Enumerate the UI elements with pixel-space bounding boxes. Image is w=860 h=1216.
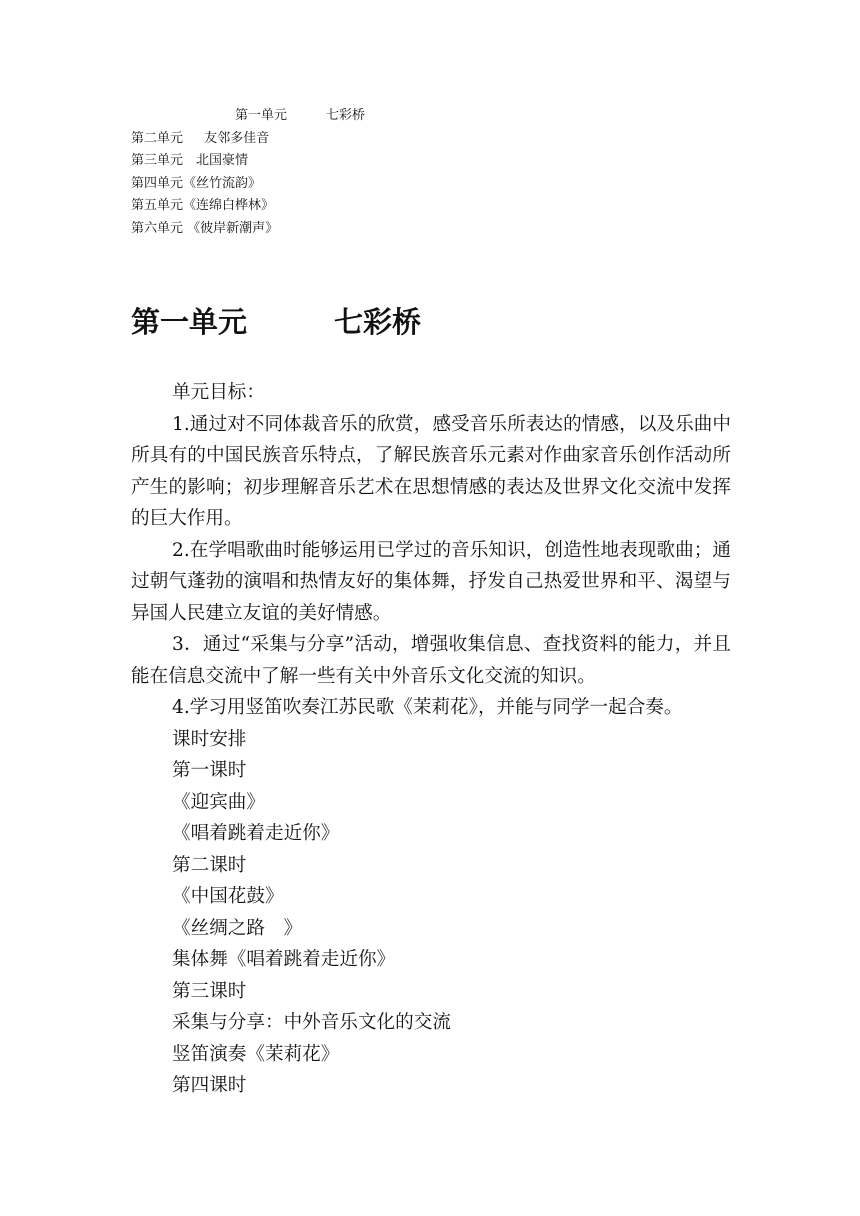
goal-paragraph: 4.学习用竖笛吹奏江苏民歌《茉莉花》，并能与同学一起合奏。 (172, 697, 683, 718)
toc-item: 第五单元《连绵白桦林》 (131, 198, 275, 213)
toc-item: 第六单元 《彼岸新潮声》 (131, 220, 279, 236)
goal-label: 单元目标： (172, 382, 265, 403)
table-of-contents (131, 105, 531, 240)
toc-item: 第四单元《丝竹流韵》 (131, 175, 262, 191)
lesson-item: 《丝绸之路 》 (172, 917, 303, 939)
toc-item: 第三单元 北国豪情 (131, 153, 249, 168)
lesson-item: 集体舞《唱着跳着走近你》 (172, 949, 396, 970)
toc-item: 第一单元 七彩桥 (235, 108, 366, 123)
toc-item: 第二单元 友邻多佳音 (131, 130, 270, 146)
lesson-item: 竖笛演奏《茉莉花》 (172, 1043, 340, 1065)
goal-paragraph: 1.通过对不同体裁音乐的欣赏，感受音乐所表达的情感，以及乐曲中所具有的中国民族音乐特点，了解民族音乐元素对作曲家音乐创作活动所产生的影响；初步理解音乐艺术在思想情感的表达及世界文化交流中发挥的巨大作用。 (131, 413, 731, 529)
lesson-item: 《中国花鼓》 (172, 886, 284, 907)
schedule-heading: 课时安排 (172, 728, 247, 750)
lesson-label: 第一课时 (172, 760, 247, 781)
lesson-label: 第三课时 (172, 980, 247, 1002)
unit-body (131, 377, 731, 1102)
lesson-label: 第二课时 (172, 854, 247, 876)
unit-heading: 第一单元 七彩桥 (131, 305, 422, 339)
goal-paragraph: 3．通过“采集与分享”活动，增强收集信息、查找资料的能力，并且能在信息交流中了解一些有关中外音乐文化交流的知识。 (131, 634, 731, 687)
goal-paragraph: 2.在学唱歌曲时能够运用已学过的音乐知识，创造性地表现歌曲；通过朝气蓬勃的演唱和热情友好的集体舞，抒发自己热爱世界和平、渴望与异国人民建立友谊的美好情感。 (131, 539, 731, 624)
lesson-label: 第四课时 (172, 1075, 247, 1096)
lesson-item: 采集与分享：中外音乐文化的交流 (172, 1012, 451, 1033)
lesson-item: 《唱着跳着走近你》 (172, 823, 340, 844)
lesson-item: 《迎宾曲》 (172, 791, 265, 813)
